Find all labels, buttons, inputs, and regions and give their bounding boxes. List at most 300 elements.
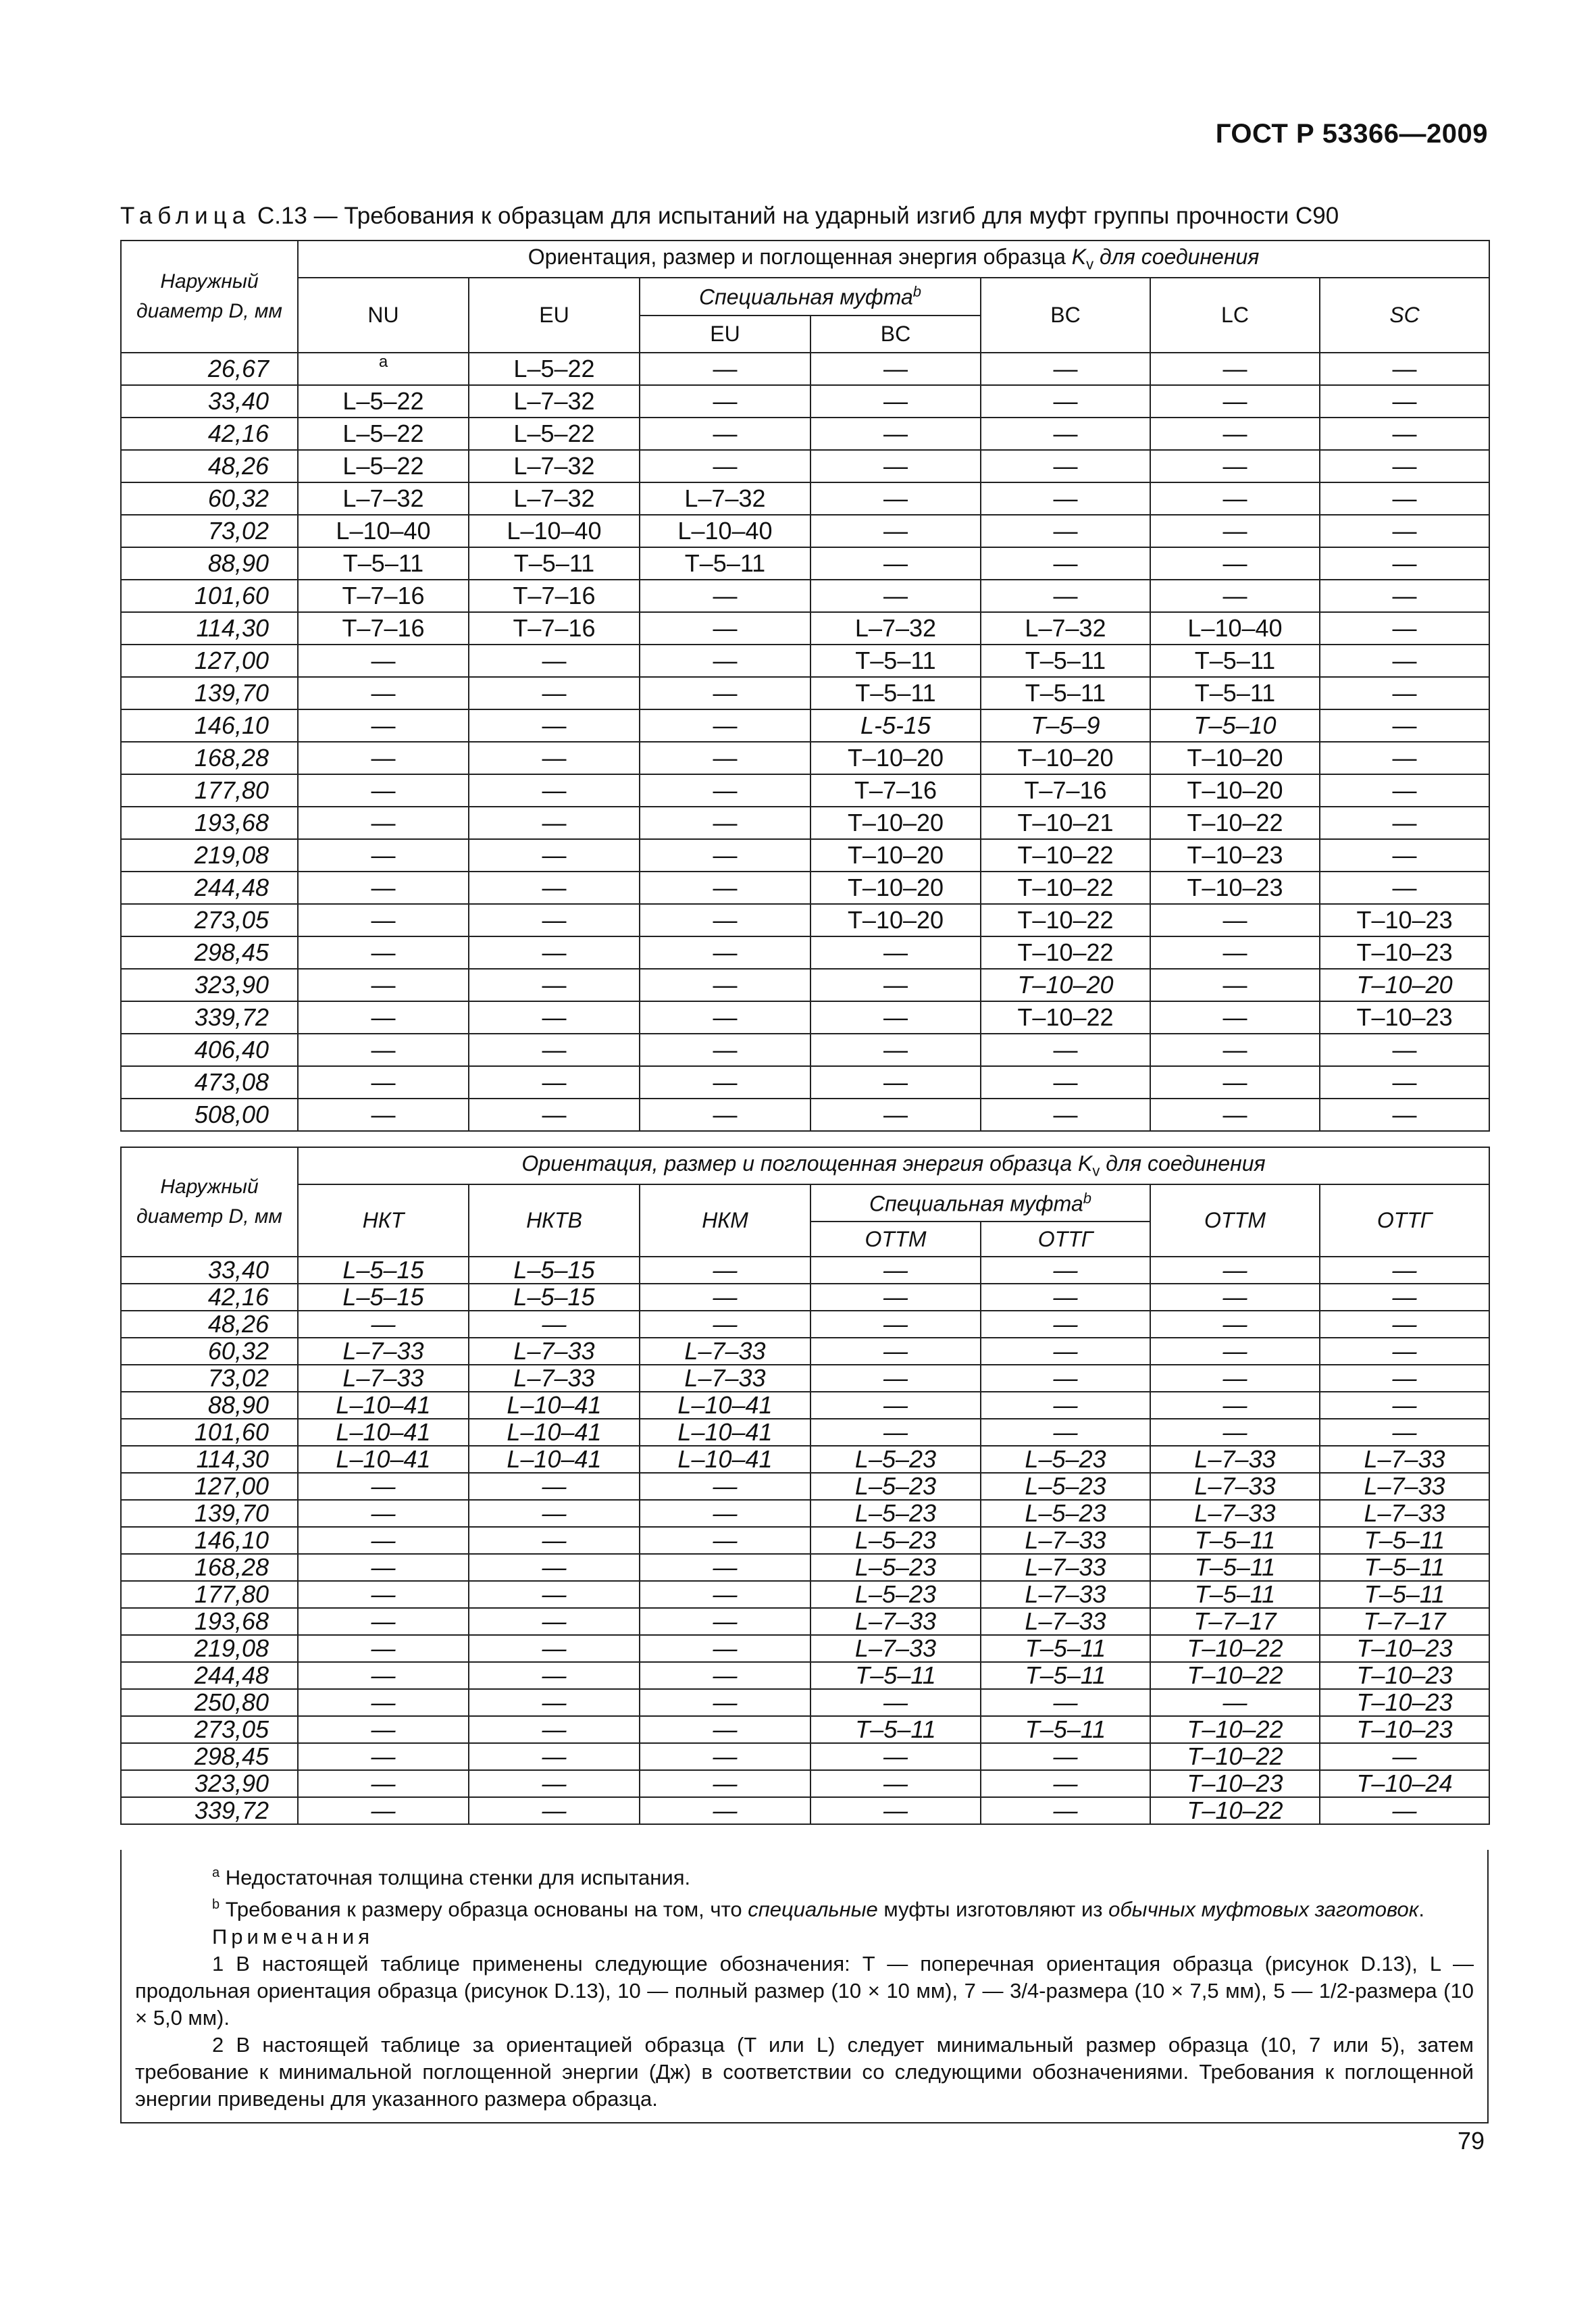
value-cell: — bbox=[298, 872, 469, 904]
value-cell: — bbox=[640, 1635, 810, 1662]
value-cell: T–5–11 bbox=[640, 547, 810, 580]
table-row bbox=[121, 1500, 1489, 1527]
value-cell: T–10–23 bbox=[1320, 936, 1489, 969]
value-cell: — bbox=[640, 1743, 810, 1770]
value-cell: T–7–16 bbox=[469, 580, 640, 612]
value-cell: L–7–33 bbox=[1320, 1473, 1489, 1500]
value-cell: — bbox=[1150, 936, 1320, 969]
value-cell: — bbox=[981, 1338, 1150, 1365]
value-cell: — bbox=[298, 1689, 469, 1716]
value-cell: — bbox=[640, 1284, 810, 1311]
diameter-cell: 193,68 bbox=[121, 1608, 298, 1635]
value-cell: — bbox=[298, 1527, 469, 1554]
value-cell: — bbox=[1320, 677, 1489, 709]
col-header: НКМ bbox=[640, 1184, 810, 1257]
table-caption bbox=[120, 203, 1478, 230]
value-cell: — bbox=[1150, 1257, 1320, 1284]
table-row bbox=[121, 1689, 1489, 1716]
table-row bbox=[121, 1743, 1489, 1770]
value-cell: T–5–11 bbox=[810, 645, 981, 677]
value-cell: — bbox=[981, 580, 1150, 612]
specimen-table-2 bbox=[120, 1147, 1490, 1825]
value-cell: — bbox=[640, 1716, 810, 1743]
value-cell: — bbox=[469, 936, 640, 969]
table-notes bbox=[120, 1850, 1489, 2123]
value-cell: T–7–16 bbox=[981, 774, 1150, 807]
value-cell: — bbox=[1150, 1001, 1320, 1034]
value-cell: — bbox=[640, 1554, 810, 1581]
note-1: 1 В настоящей таблице применены следующие обозначения: T — поперечная ориентация образца (рисунок D.13), L — продольная ориентация образца (рисунок D.13), 10 — полный размер (10 × 10 мм), 7 — 3/4-размера (10 × 7,5 мм), 5 — 1/2-размера (10 × 5,0 мм). bbox=[135, 1951, 1474, 2030]
value-cell: — bbox=[640, 1034, 810, 1066]
value-cell: — bbox=[640, 612, 810, 645]
value-cell: T–5–11 bbox=[1320, 1554, 1489, 1581]
value-cell: — bbox=[810, 1034, 981, 1066]
table-row bbox=[121, 353, 1489, 385]
value-cell: — bbox=[1150, 1284, 1320, 1311]
value-cell: — bbox=[1320, 1257, 1489, 1284]
value-cell: — bbox=[1320, 742, 1489, 774]
value-cell: — bbox=[810, 936, 981, 969]
diameter-cell: 168,28 bbox=[121, 742, 298, 774]
table-row bbox=[121, 1338, 1489, 1365]
table-row bbox=[121, 904, 1489, 936]
value-cell: L–7–32 bbox=[469, 482, 640, 515]
value-cell: — bbox=[981, 385, 1150, 418]
value-cell: T–10–24 bbox=[1320, 1770, 1489, 1797]
value-cell: L–7–33 bbox=[981, 1527, 1150, 1554]
value-cell: — bbox=[469, 1527, 640, 1554]
value-cell: — bbox=[981, 1284, 1150, 1311]
value-cell: L–5–22 bbox=[298, 418, 469, 450]
value-cell: L–5–22 bbox=[469, 418, 640, 450]
col-header: ОТТГ bbox=[981, 1222, 1150, 1257]
value-cell: L–10–41 bbox=[298, 1419, 469, 1446]
value-cell: — bbox=[810, 450, 981, 482]
value-cell: — bbox=[1150, 1419, 1320, 1446]
table-row bbox=[121, 1797, 1489, 1824]
value-cell: T–7–17 bbox=[1150, 1608, 1320, 1635]
value-cell: L–10–41 bbox=[469, 1392, 640, 1419]
value-cell: — bbox=[1150, 353, 1320, 385]
value-cell: — bbox=[1320, 872, 1489, 904]
table-row bbox=[121, 482, 1489, 515]
value-cell: — bbox=[640, 774, 810, 807]
diameter-cell: 339,72 bbox=[121, 1001, 298, 1034]
value-cell: L–5–23 bbox=[810, 1446, 981, 1473]
col-header: EU bbox=[469, 278, 640, 353]
value-cell: — bbox=[298, 1635, 469, 1662]
value-cell: — bbox=[1320, 1419, 1489, 1446]
value-cell: — bbox=[640, 742, 810, 774]
value-cell: T–10–22 bbox=[1150, 1797, 1320, 1824]
value-cell: — bbox=[640, 1581, 810, 1608]
value-cell: — bbox=[298, 1608, 469, 1635]
diameter-cell: 473,08 bbox=[121, 1066, 298, 1099]
value-cell: — bbox=[810, 1001, 981, 1034]
value-cell: — bbox=[1320, 547, 1489, 580]
value-cell: L–7–33 bbox=[981, 1581, 1150, 1608]
value-cell: L–10–40 bbox=[1150, 612, 1320, 645]
value-cell: T–5–11 bbox=[1150, 1527, 1320, 1554]
value-cell: — bbox=[1320, 1392, 1489, 1419]
connection-header: Ориентация, размер и поглощенная энергия образца $K_v$ для соединения bbox=[298, 1147, 1489, 1184]
value-cell: — bbox=[1150, 547, 1320, 580]
value-cell: L–7–33 bbox=[1150, 1473, 1320, 1500]
value-cell: — bbox=[640, 1662, 810, 1689]
value-cell: T–7–16 bbox=[469, 612, 640, 645]
value-cell: — bbox=[640, 1066, 810, 1099]
value-cell: — bbox=[298, 969, 469, 1001]
value-cell: L–5–15 bbox=[469, 1257, 640, 1284]
value-cell: — bbox=[298, 1001, 469, 1034]
value-cell: L–7–33 bbox=[1150, 1500, 1320, 1527]
value-cell: — bbox=[469, 872, 640, 904]
value-cell: L–5–23 bbox=[810, 1473, 981, 1500]
value-cell: L–5–15 bbox=[298, 1284, 469, 1311]
value-cell: — bbox=[810, 1338, 981, 1365]
value-cell: — bbox=[298, 677, 469, 709]
value-cell: — bbox=[469, 1066, 640, 1099]
value-cell: L–10–40 bbox=[469, 515, 640, 547]
table-row bbox=[121, 418, 1489, 450]
table-row bbox=[121, 645, 1489, 677]
value-cell: — bbox=[298, 1770, 469, 1797]
table-row bbox=[121, 1770, 1489, 1797]
value-cell: L–10–41 bbox=[298, 1446, 469, 1473]
value-cell: T–10–20 bbox=[981, 969, 1150, 1001]
footnote-a: $^a$ Недостаточная толщина стенки для испытания. bbox=[212, 1865, 691, 1890]
value-cell: L–5–23 bbox=[810, 1527, 981, 1554]
value-cell: — bbox=[469, 839, 640, 872]
value-cell: — bbox=[640, 385, 810, 418]
special-coupling-header: Специальная муфта$^b$ bbox=[640, 278, 981, 316]
table-row bbox=[121, 1716, 1489, 1743]
value-cell: T–10–20 bbox=[1150, 742, 1320, 774]
diameter-cell: 339,72 bbox=[121, 1797, 298, 1824]
value-cell: — bbox=[640, 645, 810, 677]
diameter-cell: 42,16 bbox=[121, 418, 298, 450]
value-cell: — bbox=[1320, 612, 1489, 645]
value-cell: T–10–23 bbox=[1150, 1770, 1320, 1797]
value-cell: L–10–40 bbox=[298, 515, 469, 547]
value-cell: L–7–32 bbox=[469, 450, 640, 482]
value-cell: — bbox=[298, 1034, 469, 1066]
table-row bbox=[121, 1034, 1489, 1066]
value-cell: T–5–11 bbox=[981, 677, 1150, 709]
value-cell: T–10–23 bbox=[1320, 1689, 1489, 1716]
value-cell: — bbox=[1320, 515, 1489, 547]
diameter-cell: 244,48 bbox=[121, 872, 298, 904]
value-cell: — bbox=[298, 1066, 469, 1099]
diameter-cell: 114,30 bbox=[121, 612, 298, 645]
value-cell: — bbox=[1150, 450, 1320, 482]
value-cell: L–5–23 bbox=[981, 1473, 1150, 1500]
value-cell: — bbox=[810, 1257, 981, 1284]
value-cell: — bbox=[298, 1554, 469, 1581]
value-cell: L–7–33 bbox=[810, 1608, 981, 1635]
value-cell: — bbox=[1320, 645, 1489, 677]
value-cell: — bbox=[640, 839, 810, 872]
col-header: НКТВ bbox=[469, 1184, 640, 1257]
diameter-cell: 101,60 bbox=[121, 580, 298, 612]
diameter-cell: 146,10 bbox=[121, 1527, 298, 1554]
value-cell: — bbox=[640, 1001, 810, 1034]
value-cell: T–5–11 bbox=[1150, 645, 1320, 677]
notes-title: Примечания bbox=[212, 1924, 374, 1948]
diameter-header: Наружный диаметр D, мм bbox=[121, 241, 298, 353]
value-cell: — bbox=[1150, 418, 1320, 450]
value-cell: — bbox=[640, 872, 810, 904]
value-cell: — bbox=[469, 1034, 640, 1066]
diameter-cell: 48,26 bbox=[121, 450, 298, 482]
diameter-cell: 273,05 bbox=[121, 1716, 298, 1743]
value-cell: — bbox=[298, 645, 469, 677]
value-cell: L–10–41 bbox=[469, 1446, 640, 1473]
value-cell: L–7–32 bbox=[981, 612, 1150, 645]
value-cell: — bbox=[640, 709, 810, 742]
value-cell: — bbox=[1320, 1284, 1489, 1311]
diameter-cell: 273,05 bbox=[121, 904, 298, 936]
value-cell: — bbox=[810, 580, 981, 612]
value-cell: — bbox=[810, 515, 981, 547]
value-cell: T–7–16 bbox=[298, 580, 469, 612]
col-header: BC bbox=[810, 316, 981, 353]
diameter-cell: 139,70 bbox=[121, 1500, 298, 1527]
value-cell: — bbox=[981, 1311, 1150, 1338]
value-cell: — bbox=[640, 1500, 810, 1527]
value-cell: L–7–33 bbox=[981, 1554, 1150, 1581]
value-cell: L–5–23 bbox=[981, 1500, 1150, 1527]
table-row bbox=[121, 1554, 1489, 1581]
diameter-cell: 168,28 bbox=[121, 1554, 298, 1581]
table-row bbox=[121, 450, 1489, 482]
table-row bbox=[121, 1419, 1489, 1446]
value-cell: T–5–11 bbox=[1150, 1581, 1320, 1608]
table-row bbox=[121, 1311, 1489, 1338]
value-cell: — bbox=[810, 547, 981, 580]
value-cell: L–7–33 bbox=[298, 1365, 469, 1392]
value-cell: L–10–41 bbox=[640, 1446, 810, 1473]
value-cell: — bbox=[981, 1034, 1150, 1066]
value-cell: T–10–22 bbox=[1150, 807, 1320, 839]
col-header: SC bbox=[1320, 278, 1489, 353]
value-cell: — bbox=[469, 1311, 640, 1338]
value-cell: — bbox=[640, 450, 810, 482]
value-cell: — bbox=[810, 353, 981, 385]
value-cell: — bbox=[298, 1500, 469, 1527]
table-row bbox=[121, 580, 1489, 612]
value-cell: T–10–20 bbox=[1150, 774, 1320, 807]
value-cell: — bbox=[810, 1311, 981, 1338]
diameter-cell: 42,16 bbox=[121, 1284, 298, 1311]
special-coupling-header: Специальная муфта$^b$ bbox=[810, 1184, 1150, 1222]
value-cell: T–5–11 bbox=[1320, 1581, 1489, 1608]
value-cell: — bbox=[810, 482, 981, 515]
value-cell: — bbox=[640, 1797, 810, 1824]
value-cell: T–10–22 bbox=[981, 936, 1150, 969]
value-cell: — bbox=[640, 1689, 810, 1716]
value-cell: — bbox=[981, 1099, 1150, 1131]
value-cell: — bbox=[640, 1473, 810, 1500]
table-row bbox=[121, 1635, 1489, 1662]
value-cell: L–7–33 bbox=[469, 1338, 640, 1365]
value-cell: — bbox=[981, 1392, 1150, 1419]
value-cell: L–5–22 bbox=[469, 353, 640, 385]
table-row bbox=[121, 709, 1489, 742]
diameter-cell: 323,90 bbox=[121, 1770, 298, 1797]
value-cell: — bbox=[1320, 1034, 1489, 1066]
value-cell: — bbox=[469, 1662, 640, 1689]
value-cell: — bbox=[1320, 1066, 1489, 1099]
value-cell: — bbox=[981, 1257, 1150, 1284]
value-cell: — bbox=[810, 1419, 981, 1446]
value-cell: — bbox=[469, 1500, 640, 1527]
table-row bbox=[121, 677, 1489, 709]
value-cell: — bbox=[1150, 385, 1320, 418]
diameter-cell: 101,60 bbox=[121, 1419, 298, 1446]
value-cell: T–10–20 bbox=[810, 904, 981, 936]
diameter-cell: 114,30 bbox=[121, 1446, 298, 1473]
table-row bbox=[121, 807, 1489, 839]
value-cell: T–5–9 bbox=[981, 709, 1150, 742]
value-cell: T–7–16 bbox=[298, 612, 469, 645]
value-cell: T–10–23 bbox=[1320, 1662, 1489, 1689]
value-cell: — bbox=[1150, 515, 1320, 547]
value-cell: — bbox=[298, 936, 469, 969]
value-cell: T–5–11 bbox=[810, 677, 981, 709]
value-cell: L–5–22 bbox=[298, 385, 469, 418]
value-cell: L–5–23 bbox=[810, 1554, 981, 1581]
value-cell: — bbox=[640, 580, 810, 612]
col-header: ОТТМ bbox=[810, 1222, 981, 1257]
value-cell: — bbox=[1150, 1311, 1320, 1338]
diameter-cell: 139,70 bbox=[121, 677, 298, 709]
table-row bbox=[121, 1527, 1489, 1554]
col-header: ОТТГ bbox=[1320, 1184, 1489, 1257]
value-cell: — bbox=[1150, 1034, 1320, 1066]
value-cell: — bbox=[298, 1311, 469, 1338]
col-header: NU bbox=[298, 278, 469, 353]
value-cell: T–10–23 bbox=[1150, 839, 1320, 872]
table-row bbox=[121, 547, 1489, 580]
caption-prefix: Таблица bbox=[120, 203, 251, 229]
diameter-cell: 250,80 bbox=[121, 1689, 298, 1716]
value-cell: — bbox=[1150, 482, 1320, 515]
value-cell: T–5–11 bbox=[981, 1635, 1150, 1662]
footnote-b: $^b$ Требования к размеру образца основаны на том, что специальные муфты изготовляют из обычных муфтовых заготовок. bbox=[212, 1897, 1424, 1921]
diameter-cell: 73,02 bbox=[121, 515, 298, 547]
diameter-cell: 73,02 bbox=[121, 1365, 298, 1392]
value-cell: — bbox=[981, 450, 1150, 482]
value-cell: L–7–32 bbox=[640, 482, 810, 515]
value-cell: — bbox=[640, 1608, 810, 1635]
value-cell: T–10–20 bbox=[810, 742, 981, 774]
value-cell: — bbox=[298, 1797, 469, 1824]
value-cell: — bbox=[1320, 1311, 1489, 1338]
value-cell: T–5–11 bbox=[1150, 677, 1320, 709]
table-row bbox=[121, 774, 1489, 807]
value-cell: T–10–22 bbox=[981, 839, 1150, 872]
value-cell: — bbox=[298, 1099, 469, 1131]
table-row bbox=[121, 839, 1489, 872]
table-row bbox=[121, 969, 1489, 1001]
value-cell: L–10–41 bbox=[640, 1419, 810, 1446]
value-cell: — bbox=[469, 1797, 640, 1824]
table-row bbox=[121, 1001, 1489, 1034]
value-cell: — bbox=[810, 1743, 981, 1770]
table-row bbox=[121, 936, 1489, 969]
value-cell: — bbox=[469, 807, 640, 839]
diameter-cell: 60,32 bbox=[121, 1338, 298, 1365]
value-cell: L–10–41 bbox=[298, 1392, 469, 1419]
caption-text: С.13 — Требования к образцам для испытаний на ударный изгиб для муфт группы прочности С90 bbox=[251, 203, 1339, 229]
diameter-cell: 88,90 bbox=[121, 1392, 298, 1419]
value-cell: T–10–22 bbox=[981, 872, 1150, 904]
value-cell: — bbox=[1320, 385, 1489, 418]
value-cell: T–5–10 bbox=[1150, 709, 1320, 742]
col-header: LC bbox=[1150, 278, 1320, 353]
value-cell: — bbox=[1150, 1689, 1320, 1716]
col-header: ОТТМ bbox=[1150, 1184, 1320, 1257]
table-row bbox=[121, 872, 1489, 904]
value-cell: — bbox=[1150, 1392, 1320, 1419]
table-row bbox=[121, 742, 1489, 774]
diameter-cell: 26,67 bbox=[121, 353, 298, 385]
value-cell: — bbox=[1320, 1365, 1489, 1392]
value-cell: — bbox=[810, 1099, 981, 1131]
value-cell: T–10–21 bbox=[981, 807, 1150, 839]
value-cell: T–5–11 bbox=[810, 1662, 981, 1689]
value-cell: — bbox=[469, 645, 640, 677]
value-cell: L–5–23 bbox=[810, 1500, 981, 1527]
value-cell: — bbox=[1320, 580, 1489, 612]
table-row bbox=[121, 1099, 1489, 1131]
value-cell: — bbox=[469, 1635, 640, 1662]
col-header: НКТ bbox=[298, 1184, 469, 1257]
table-row bbox=[121, 1446, 1489, 1473]
value-cell: — bbox=[1320, 839, 1489, 872]
value-cell: — bbox=[298, 774, 469, 807]
table-row bbox=[121, 1257, 1489, 1284]
value-cell: — bbox=[640, 1099, 810, 1131]
value-cell: T–10–20 bbox=[810, 872, 981, 904]
value-cell: — bbox=[981, 418, 1150, 450]
value-cell: L–7–33 bbox=[981, 1608, 1150, 1635]
value-cell: L–5–23 bbox=[981, 1446, 1150, 1473]
table-row bbox=[121, 1365, 1489, 1392]
diameter-cell: 146,10 bbox=[121, 709, 298, 742]
diameter-cell: 88,90 bbox=[121, 547, 298, 580]
value-cell: — bbox=[981, 1689, 1150, 1716]
value-cell: — bbox=[810, 1284, 981, 1311]
value-cell: — bbox=[1320, 1797, 1489, 1824]
value-cell: T–5–11 bbox=[1150, 1554, 1320, 1581]
value-cell: — bbox=[1150, 1365, 1320, 1392]
diameter-cell: 60,32 bbox=[121, 482, 298, 515]
value-cell: — bbox=[298, 839, 469, 872]
value-cell: — bbox=[640, 353, 810, 385]
value-cell: T–10–22 bbox=[1150, 1635, 1320, 1662]
value-cell: — bbox=[469, 1770, 640, 1797]
diameter-cell: 33,40 bbox=[121, 1257, 298, 1284]
diameter-cell: 298,45 bbox=[121, 936, 298, 969]
note-2: 2 В настоящей таблице за ориентацией образца (T или L) следует минимальный размер образца (10, 7 или 5), затем требование к минимальной поглощенной энергии (Дж) в соответствии со следующими обозначениями. Требования к поглощенной энергии приведены для указанного размера образца. bbox=[135, 2032, 1474, 2111]
diameter-cell: 508,00 bbox=[121, 1099, 298, 1131]
table-row bbox=[121, 1581, 1489, 1608]
value-cell: T–5–11 bbox=[810, 1716, 981, 1743]
value-cell: — bbox=[469, 1554, 640, 1581]
value-cell: L–7–33 bbox=[640, 1365, 810, 1392]
